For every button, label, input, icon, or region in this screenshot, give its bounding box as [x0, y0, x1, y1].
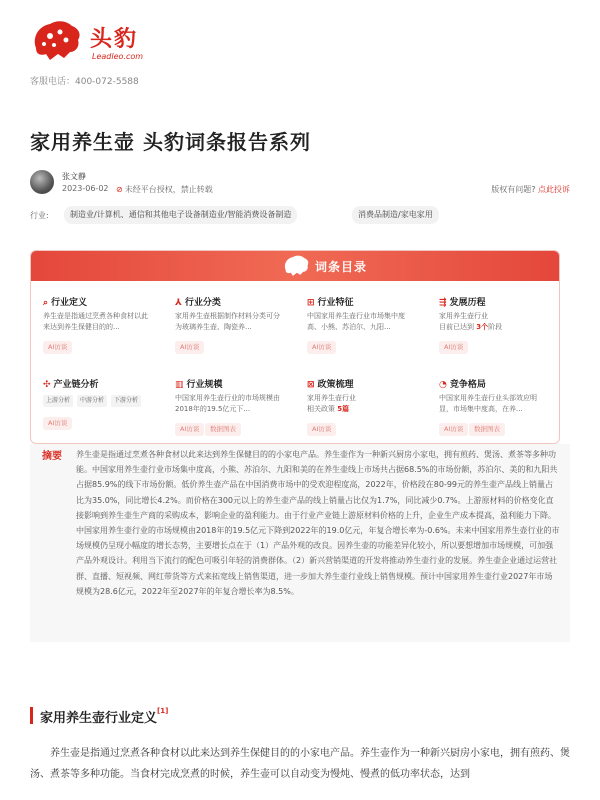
catalog-item-desc: 家用养生壶行业 相关政策 5篇 — [307, 394, 356, 413]
ai-interview-button[interactable]: AI访谈 — [175, 423, 204, 436]
pie-chart-icon: ◔ — [439, 380, 447, 390]
catalog-item-history[interactable] — [439, 295, 560, 365]
leopard-logo-icon — [281, 254, 311, 278]
catalog-item-desc: 家用养生壶根据制作材料分类可分为玻璃养生壶、陶瓷养... — [175, 312, 280, 331]
author-name[interactable]: 张文静 — [62, 172, 86, 181]
catalog-item-title: ◔ 竞争格局 — [439, 380, 486, 390]
copyright-note — [116, 184, 213, 195]
ai-interview-button[interactable]: AI访谈 — [439, 341, 468, 354]
catalog-item-features[interactable] — [307, 295, 432, 365]
section-title: 家用养生壶行业定义[1] — [40, 707, 169, 726]
catalog-item-desc: 家用养生壶行业 目前已达到 3个阶段 — [439, 312, 503, 331]
catalog-item-desc: 养生壶是指通过烹煮各种食材以此来达到养生保健目的的... — [43, 312, 148, 331]
ai-interview-button[interactable]: AI访谈 — [307, 423, 336, 436]
catalog-item-title: ⊠ 政策梳理 — [307, 380, 354, 390]
downstream-chip[interactable]: 下游分析 — [111, 395, 141, 407]
section-accent-bar — [30, 707, 33, 724]
definition-paragraph: 养生壶是指通过烹煮各种食材以此来达到养生保健目的的小家电产品。养生壶作为一种新兴厨房小家电，拥有煎药、煲汤、煮茶等多种功能。当食材完成烹煮的时候，养生壶可以自动变为慢炖、慢煮的低功率状态，达到 — [30, 748, 570, 780]
page-title: 家用养生壶 头豹词条报告系列 — [30, 130, 311, 154]
catalog-item-definition[interactable] — [43, 295, 168, 365]
feedback-prefix: 版权有问题? — [491, 185, 536, 194]
catalog-item-title: ⅄ 行业分类 — [175, 298, 221, 308]
industry-tag[interactable]: 消费品制造/家电家用 — [352, 206, 439, 224]
industry-row — [30, 206, 570, 226]
reference-link[interactable]: [1] — [157, 707, 169, 715]
catalog-item-desc: 中国家用养生壶行业的市场规模由2018年的19.5亿元下... — [175, 394, 280, 413]
close-box-icon: ⊠ — [307, 380, 315, 390]
abstract-text: 养生壶是指通过烹煮各种食材以此来达到养生保健目的的小家电产品。养生壶作为一种新兴厨房小家电，拥有煎药、煲汤、煮茶等多种功能。中国家用养生壶行业市场集中度高，小熊、苏泊尔、九阳和美的在养生壶线上市场共占据68.5%的市场份额，苏泊尔、美的和九阳共占据85.9%的线下市场份额。低价养生壶产品在中国消费市场中的受欢迎程度高，2022年，价格段在80-99元的养生壶产品线上销量占比为35.0%，同比增长4.2%。而价格在300元以上的养生壶产品的线上销量占比仅为1.7%，同比减少0.7%。上游原材料的价格变化直接影响到养生壶生产商的采购成本，影响企业的盈利能力。由于行业产业链上游原材料价格的上升，企业生产成本提高，盈利能力下降。中国家用养生壶行业的市场规模由2018年的19.5亿元下降到2022年的19.0亿元，年复合增长率为-0.6%。未来中国家用养生壶行业的市场规模仍呈现小幅度的增长态势，主要增长点在于（1）产品外观的改良。因养生壶的功能差异化较小，所以要想增加市场规模，可加强产品外观设计。利用当下流行的配色可吸引年轻的消费群体。（2）新兴营销渠道的开发将推动养生壶行业的发展。养生壶企业通过运营社群、直播、短视频、网红带货等方式来拓宽线上销售渠道，进一步加大养生壶行业线上销售规模。预计中国家用养生壶行业2027年市场规模为28.6亿元，2022年至2027年的年复合增长率为8.5%。 — [76, 450, 560, 596]
copyright-note-text: 未经平台授权，禁止转载 — [124, 185, 213, 194]
catalog-item-title: ⌕ 行业定义 — [43, 298, 88, 308]
grid-icon: ⊞ — [307, 298, 315, 308]
catalog-item-scale[interactable] — [175, 377, 300, 444]
data-chart-button[interactable]: 数据图表 — [469, 423, 505, 436]
midstream-chip[interactable]: 中游分析 — [77, 395, 107, 407]
ai-interview-button[interactable]: AI访谈 — [307, 341, 336, 354]
catalog-item-title: ⇶ 发展历程 — [439, 298, 486, 308]
catalog-item-classification[interactable] — [175, 295, 300, 365]
catalog-item-title: ⊞ 行业特征 — [307, 298, 354, 308]
leopard-logo-icon — [30, 18, 82, 64]
copyright-feedback — [491, 184, 570, 195]
ai-interview-button[interactable]: AI访谈 — [43, 417, 72, 430]
publish-date: 2023-06-02 — [62, 184, 109, 193]
page-header — [30, 16, 570, 86]
report-link[interactable]: 点此投诉 — [538, 185, 570, 194]
catalog-header — [31, 251, 559, 281]
abstract-box — [30, 444, 570, 642]
bar-chart-icon: ▥ — [175, 380, 184, 390]
magnifier-icon: ⌕ — [43, 298, 49, 308]
brand-name: 头豹 — [90, 27, 139, 52]
avatar[interactable] — [30, 170, 54, 194]
catalog-item-title: ▥ 行业规模 — [175, 380, 223, 390]
data-chart-button[interactable]: 数据图表 — [205, 423, 241, 436]
catalog-item-competition[interactable] — [439, 377, 560, 444]
upstream-chip[interactable]: 上游分析 — [43, 395, 73, 407]
entry-catalog — [30, 250, 560, 444]
ai-interview-button[interactable]: AI访谈 — [43, 341, 72, 354]
industry-label: 行业: — [30, 211, 49, 220]
catalog-item-desc: 中国家用养生壶行业市场集中度高、小熊、苏泊尔、九阳... — [307, 312, 405, 331]
ai-interview-button[interactable]: AI访谈 — [439, 423, 468, 436]
author-row — [30, 170, 570, 198]
hotline: 客服电话：400-072-5588 — [30, 77, 139, 87]
abstract-label: 摘要 — [42, 451, 62, 462]
brand-url[interactable]: Leadleo.com — [92, 52, 144, 61]
chain-icon: ✣ — [43, 380, 51, 390]
catalog-item-policy[interactable] — [307, 377, 432, 444]
industry-tag[interactable]: 制造业/计算机、通信和其他电子设备制造业/智能消费设备制造 — [64, 206, 297, 224]
prohibited-icon: ⊘ — [116, 185, 123, 194]
catalog-title: 词条目录 — [315, 260, 368, 274]
timeline-icon: ⇶ — [439, 298, 447, 308]
catalog-item-chain[interactable] — [43, 377, 168, 444]
hierarchy-icon: ⅄ — [175, 298, 182, 308]
catalog-item-title: ✣ 产业链分析 — [43, 380, 99, 390]
catalog-item-desc: 中国家用养生壶行业头部效应明显，市场集中度高，在养... — [439, 394, 537, 413]
ai-interview-button[interactable]: AI访谈 — [175, 341, 204, 354]
